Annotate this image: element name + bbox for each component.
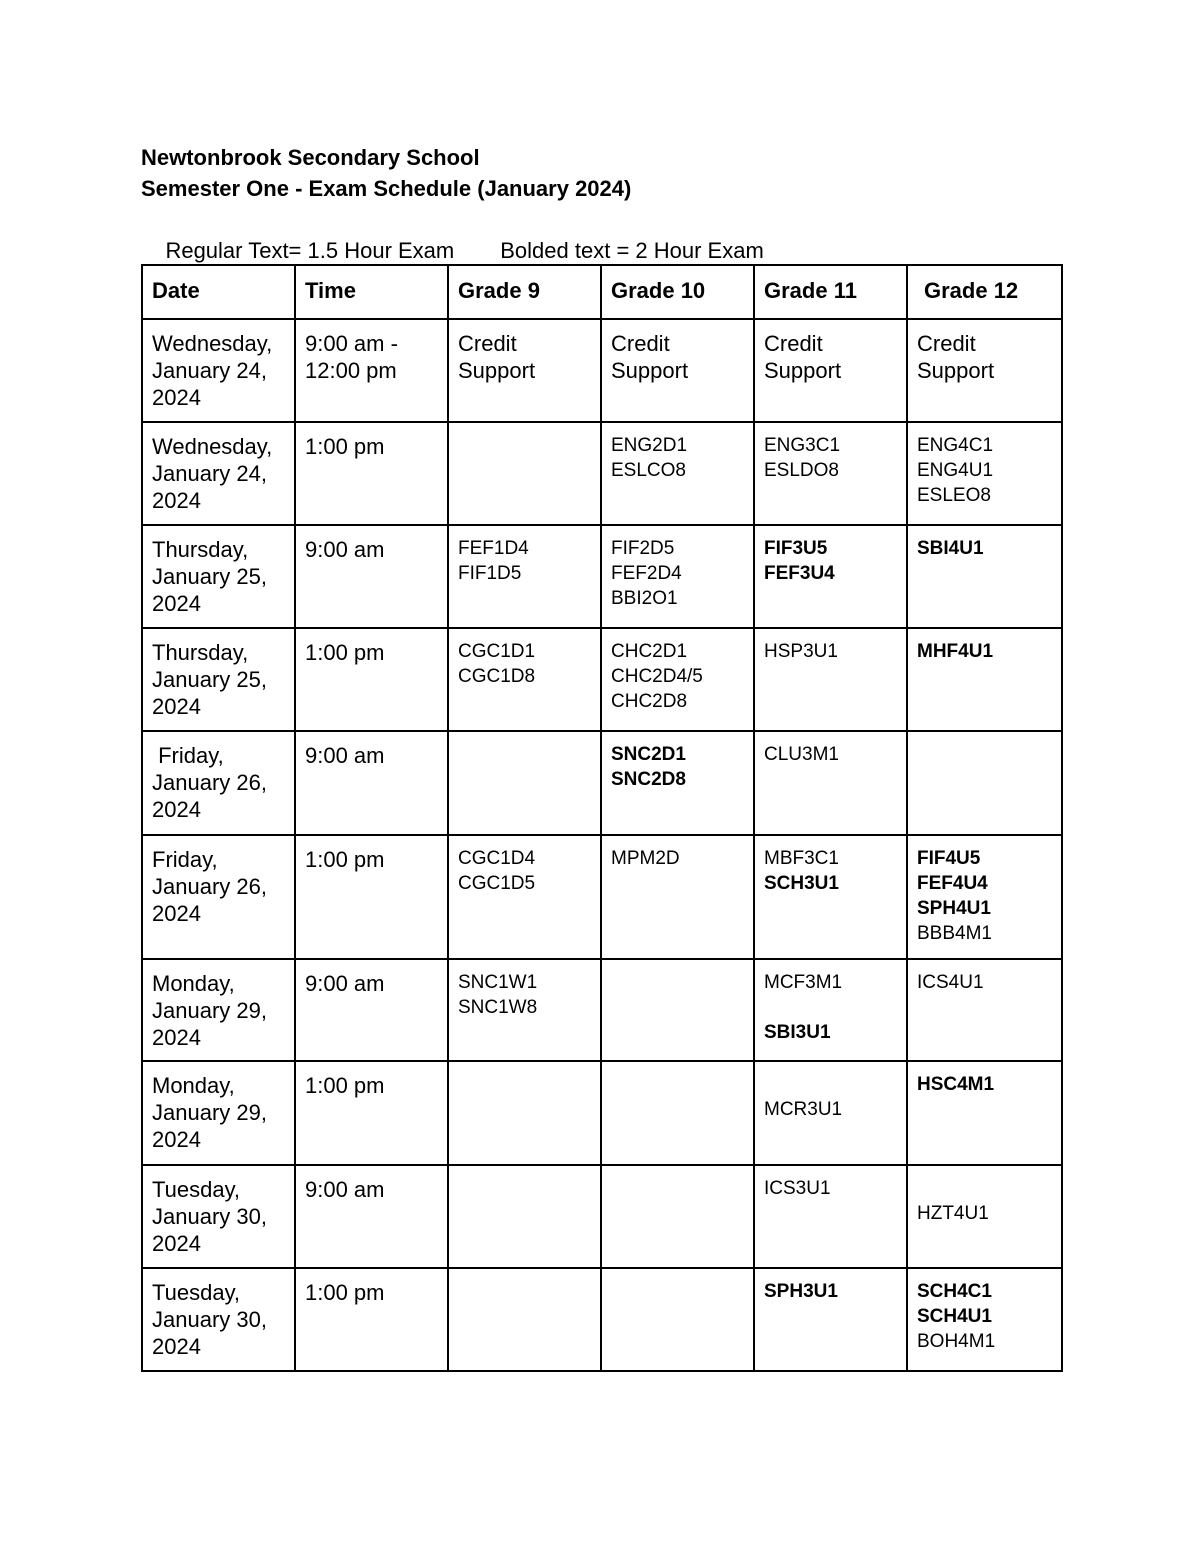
course-code: FIF4U5 — [917, 848, 981, 869]
course-cell-grade-11 — [754, 835, 907, 959]
course-code: BOH4M1 — [917, 1331, 996, 1352]
course-code: FEF3U4 — [764, 563, 835, 584]
course-code: Support — [764, 358, 842, 383]
course-code: FEF2D4 — [611, 563, 682, 584]
course-code: SNC2D8 — [611, 769, 686, 790]
course-code: Credit — [458, 331, 517, 356]
course-cell-grade-9 — [448, 628, 601, 731]
course-code: BBI2O1 — [611, 588, 678, 609]
course-cell-grade-9 — [448, 731, 601, 835]
date-cell: Tuesday, January 30, 2024 — [142, 1165, 295, 1268]
time-cell: 1:00 pm — [295, 835, 448, 959]
table-header-row — [142, 265, 1062, 319]
course-code: SCH4U1 — [917, 1306, 992, 1327]
date-cell: Wednesday, January 24, 2024 — [142, 422, 295, 525]
table-row — [142, 525, 1062, 628]
course-code: ENG3C1 — [764, 435, 841, 456]
course-cell-grade-10 — [601, 731, 754, 835]
table-row — [142, 1061, 1062, 1165]
date-cell: Thursday, January 25, 2024 — [142, 525, 295, 628]
course-code: CGC1D1 — [458, 641, 536, 662]
table-row — [142, 1165, 1062, 1268]
date-cell: Thursday, January 25, 2024 — [142, 628, 295, 731]
course-code: Credit — [764, 331, 823, 356]
course-cell-grade-9 — [448, 959, 601, 1061]
course-code: ENG4U1 — [917, 460, 994, 481]
date-cell: Monday, January 29, 2024 — [142, 959, 295, 1061]
course-cell-grade-9 — [448, 1165, 601, 1268]
course-code: SPH4U1 — [917, 898, 991, 919]
course-code: ESLEO8 — [917, 485, 991, 506]
course-code: CGC1D4 — [458, 848, 536, 869]
course-cell-grade-10 — [601, 835, 754, 959]
course-code: SNC1W1 — [458, 972, 538, 993]
course-code: ESLCO8 — [611, 460, 686, 481]
course-cell-grade-11 — [754, 628, 907, 731]
course-code: FEF4U4 — [917, 873, 988, 894]
legend-regular: Regular Text= 1.5 Hour Exam — [165, 238, 455, 263]
course-cell-grade-11 — [754, 731, 907, 835]
course-code: MPM2D — [611, 848, 680, 869]
course-cell-grade-11 — [754, 319, 907, 422]
exam-schedule-table — [141, 264, 1063, 1372]
time-cell: 9:00 am — [295, 959, 448, 1061]
course-cell-grade-11 — [754, 422, 907, 525]
course-code: ENG4C1 — [917, 435, 994, 456]
course-cell-grade-10 — [601, 1165, 754, 1268]
course-code: Support — [611, 358, 689, 383]
course-code: ICS3U1 — [764, 1178, 831, 1199]
course-cell-grade-9 — [448, 422, 601, 525]
course-code: HZT4U1 — [917, 1203, 989, 1224]
course-cell-grade-12 — [907, 422, 1062, 525]
table-row — [142, 835, 1062, 959]
course-cell-grade-9 — [448, 1268, 601, 1371]
date-cell: Friday, January 26, 2024 — [142, 835, 295, 959]
date-cell: Wednesday, January 24, 2024 — [142, 319, 295, 422]
time-cell: 9:00 am — [295, 1165, 448, 1268]
course-cell-grade-9 — [448, 525, 601, 628]
course-cell-grade-12 — [907, 319, 1062, 422]
time-cell: 1:00 pm — [295, 422, 448, 525]
course-cell-grade-11 — [754, 1061, 907, 1165]
course-code: BBB4M1 — [917, 923, 992, 944]
course-code: Support — [458, 358, 536, 383]
date-cell: Friday, January 26, 2024 — [142, 731, 295, 835]
course-cell-grade-11 — [754, 525, 907, 628]
course-code: SCH3U1 — [764, 873, 839, 894]
time-cell: 9:00 am - 12:00 pm — [295, 319, 448, 422]
course-code: SBI3U1 — [764, 1022, 831, 1043]
course-cell-grade-10 — [601, 1268, 754, 1371]
course-code: SNC1W8 — [458, 997, 538, 1018]
column-header-time: Time — [295, 265, 448, 319]
course-cell-grade-12 — [907, 1268, 1062, 1371]
course-code: MBF3C1 — [764, 848, 839, 869]
course-code: CHC2D1 — [611, 641, 688, 662]
course-code: FIF2D5 — [611, 538, 675, 559]
course-cell-grade-10 — [601, 628, 754, 731]
table-body — [142, 319, 1062, 1371]
course-code: MHF4U1 — [917, 641, 994, 662]
time-cell: 9:00 am — [295, 525, 448, 628]
course-cell-grade-11 — [754, 959, 907, 1061]
course-code: MCF3M1 — [764, 972, 843, 993]
course-code: FIF3U5 — [764, 538, 828, 559]
time-cell: 9:00 am — [295, 731, 448, 835]
course-cell-grade-12 — [907, 835, 1062, 959]
course-code: SPH3U1 — [764, 1281, 838, 1302]
course-cell-grade-10 — [601, 959, 754, 1061]
course-cell-grade-10 — [601, 1061, 754, 1165]
column-header-date: Date — [142, 265, 295, 319]
course-cell-grade-12 — [907, 1165, 1062, 1268]
course-code: CHC2D4/5 — [611, 666, 703, 687]
table-row — [142, 319, 1062, 422]
column-header-grade-12: Grade 12 — [907, 265, 1062, 319]
course-code: FEF1D4 — [458, 538, 529, 559]
course-cell-grade-11 — [754, 1165, 907, 1268]
time-cell: 1:00 pm — [295, 628, 448, 731]
course-code: MCR3U1 — [764, 1099, 843, 1120]
schedule-title: Semester One - Exam Schedule (January 2024) — [141, 176, 632, 201]
table-row — [142, 1268, 1062, 1371]
course-cell-grade-10 — [601, 319, 754, 422]
course-code: SCH4C1 — [917, 1281, 992, 1302]
time-cell: 1:00 pm — [295, 1268, 448, 1371]
course-cell-grade-12 — [907, 525, 1062, 628]
time-cell: 1:00 pm — [295, 1061, 448, 1165]
course-code: CLU3M1 — [764, 744, 839, 765]
course-cell-grade-12 — [907, 628, 1062, 731]
table-row — [142, 731, 1062, 835]
course-cell-grade-9 — [448, 835, 601, 959]
course-code: CGC1D8 — [458, 666, 536, 687]
legend-bold: Bolded text = 2 Hour Exam — [500, 238, 764, 263]
course-cell-grade-12 — [907, 731, 1062, 835]
course-code: CGC1D5 — [458, 873, 536, 894]
course-code: ENG2D1 — [611, 435, 688, 456]
course-code: ICS4U1 — [917, 972, 984, 993]
course-cell-grade-9 — [448, 319, 601, 422]
course-code: CHC2D8 — [611, 691, 688, 712]
date-cell: Monday, January 29, 2024 — [142, 1061, 295, 1165]
course-code: ESLDO8 — [764, 460, 839, 481]
course-cell-grade-9 — [448, 1061, 601, 1165]
course-code: Credit — [917, 331, 976, 356]
course-code: HSP3U1 — [764, 641, 838, 662]
table-row — [142, 628, 1062, 731]
date-cell: Tuesday, January 30, 2024 — [142, 1268, 295, 1371]
table-row — [142, 959, 1062, 1061]
column-header-grade-11: Grade 11 — [754, 265, 907, 319]
course-cell-grade-12 — [907, 1061, 1062, 1165]
course-code: FIF1D5 — [458, 563, 522, 584]
course-code: Credit — [611, 331, 670, 356]
course-code: HSC4M1 — [917, 1074, 995, 1095]
course-cell-grade-10 — [601, 422, 754, 525]
school-name: Newtonbrook Secondary School — [141, 145, 480, 170]
course-cell-grade-10 — [601, 525, 754, 628]
course-cell-grade-11 — [754, 1268, 907, 1371]
course-code: SNC2D1 — [611, 744, 686, 765]
course-code: Support — [917, 358, 995, 383]
course-code: SBI4U1 — [917, 538, 984, 559]
course-cell-grade-12 — [907, 959, 1062, 1061]
column-header-grade-9: Grade 9 — [448, 265, 601, 319]
column-header-grade-10: Grade 10 — [601, 265, 754, 319]
table-row — [142, 422, 1062, 525]
